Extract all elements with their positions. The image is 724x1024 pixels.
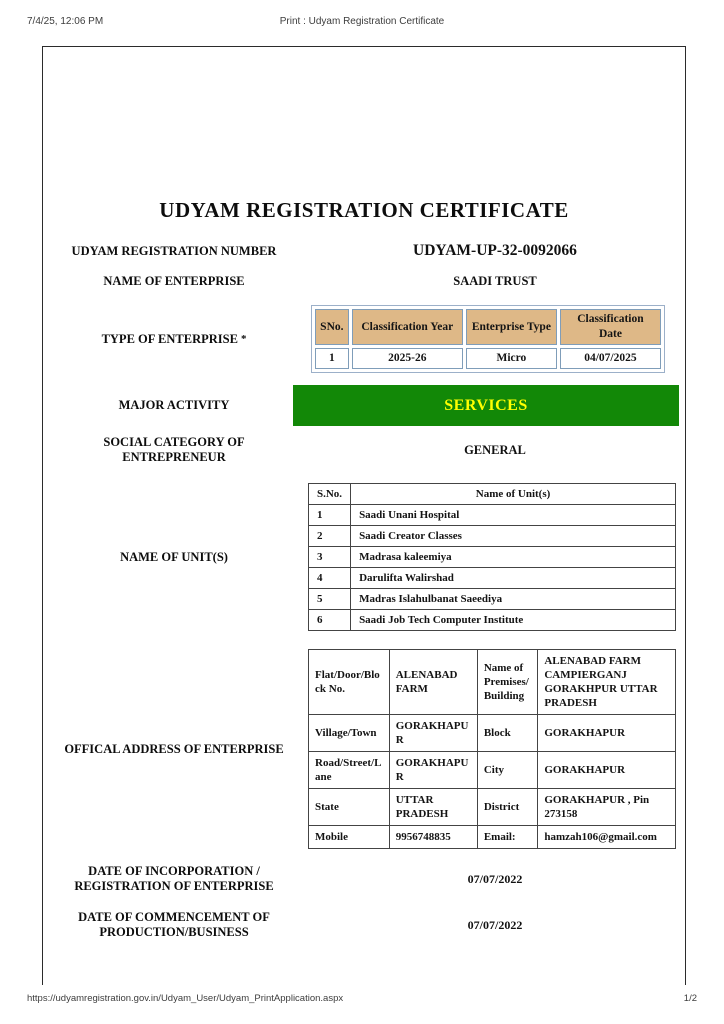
address-value: GORAKHAPUR [538,752,676,789]
certificate-title: UDYAM REGISTRATION CERTIFICATE [159,198,569,222]
address-key: Village/Town [309,715,390,752]
address-key: Block [477,715,538,752]
units-row [43,483,685,631]
units-header-name: Name of Unit(s) [351,484,676,505]
unit-row [309,589,676,610]
address-key: Road/Street/Lane [309,752,390,789]
address-value: GORAKHAPUR [389,715,477,752]
classification-header-year: Classification Year [352,309,463,345]
unit-row [309,568,676,589]
address-key: Flat/Door/Block No. [309,650,390,715]
social-category-row [43,435,685,465]
major-activity-value-col [305,385,685,426]
units-label: NAME OF UNIT(S) [120,549,228,564]
type-of-enterprise-label-text: TYPE OF ENTERPRISE [101,331,238,346]
date-of-commencement-label [43,910,305,940]
address-table-row [309,826,676,849]
address-key: State [309,789,390,826]
classification-date: 04/07/2025 [560,348,661,369]
units-table [308,483,676,631]
unit-name: Saadi Creator Classes [351,526,676,547]
unit-name: Darulifta Walirshad [351,568,676,589]
unit-name: Madras Islahulbanat Saeediya [351,589,676,610]
major-activity-label: MAJOR ACTIVITY [118,398,230,412]
address-key: District [477,789,538,826]
address-value: hamzah106@gmail.com [538,826,676,849]
address-key: Name of Premises/ Building [477,650,538,715]
address-table-row [309,650,676,715]
address-value: GORAKHAPUR [389,752,477,789]
address-key: Mobile [309,826,390,849]
social-category-label [43,435,305,465]
unit-sno: 6 [309,610,351,631]
address-table-row [309,789,676,826]
address-table-row [309,715,676,752]
social-category-label-text: SOCIAL CATEGORY OF ENTREPRENEUR [103,435,245,464]
classification-sno: 1 [315,348,349,369]
date-of-incorporation-label-text: DATE OF INCORPORATION / REGISTRATION OF ENTERPRISE [74,864,274,893]
unit-name: Saadi Job Tech Computer Institute [351,610,676,631]
unit-name: Madrasa kaleemiya [351,547,676,568]
type-of-enterprise-value [305,305,685,373]
unit-row [309,505,676,526]
unit-row [309,547,676,568]
unit-sno: 1 [309,505,351,526]
address-value: GORAKHAPUR [538,715,676,752]
print-footer [0,993,724,1006]
classification-table [311,305,665,373]
classification-data-row [315,348,661,369]
date-of-commencement-label-text: DATE OF COMMENCEMENT OF PRODUCTION/BUSINESS [78,910,270,939]
footer-page-number: 1/2 [683,993,697,1004]
registration-number-label: UDYAM REGISTRATION NUMBER [71,243,277,258]
unit-sno: 5 [309,589,351,610]
registration-number-row [43,242,685,260]
date-of-incorporation-value: 07/07/2022 [467,871,523,886]
classification-type: Micro [466,348,557,369]
unit-sno: 2 [309,526,351,547]
address-table [308,649,676,849]
certificate-container [42,46,686,985]
classification-header-row [315,309,661,345]
type-of-enterprise-label [43,332,305,347]
print-header [0,16,724,30]
units-value-col [305,483,685,631]
units-header-sno: S.No. [309,484,351,505]
date-of-incorporation-row [43,864,685,894]
unit-row [309,610,676,631]
date-of-commencement-row [43,910,685,940]
address-table-row [309,752,676,789]
enterprise-name-value: SAADI TRUST [453,274,537,288]
major-activity-banner: SERVICES [293,385,679,426]
print-title: Print : Udyam Registration Certificate [279,16,445,27]
address-value: UTTAR PRADESH [389,789,477,826]
address-label: OFFICAL ADDRESS OF ENTERPRISE [64,741,284,756]
address-value-col [305,649,685,849]
classification-header-date: Classification Date [560,309,661,345]
unit-sno: 3 [309,547,351,568]
unit-sno: 4 [309,568,351,589]
address-key: Email: [477,826,538,849]
classification-header-sno: SNo. [315,309,349,345]
type-of-enterprise-row [43,305,685,373]
enterprise-name-label: NAME OF ENTERPRISE [103,274,245,288]
unit-row [309,526,676,547]
major-activity-row [43,385,685,426]
units-header-row [309,484,676,505]
footer-url: https://udyamregistration.gov.in/Udyam_User/Udyam_PrintApplication.aspx [27,993,344,1004]
address-value: ALENABAD FARM [389,650,477,715]
address-value: ALENABAD FARM CAMPIERGANJ GORAKHPUR UTTAR PRADESH [538,650,676,715]
address-value: 9956748835 [389,826,477,849]
classification-header-type: Enterprise Type [466,309,557,345]
registration-number-value: UDYAM-UP-32-0092066 [413,242,577,259]
classification-year: 2025-26 [352,348,463,369]
social-category-value: GENERAL [464,442,526,457]
address-value: GORAKHAPUR , Pin 273158 [538,789,676,826]
address-row [43,649,685,849]
address-key: City [477,752,538,789]
print-timestamp: 7/4/25, 12:06 PM [27,16,104,27]
date-of-incorporation-label [43,864,305,894]
enterprise-name-row [43,274,685,289]
date-of-commencement-value: 07/07/2022 [467,917,523,932]
unit-name: Saadi Unani Hospital [351,505,676,526]
required-asterisk: * [240,332,247,345]
